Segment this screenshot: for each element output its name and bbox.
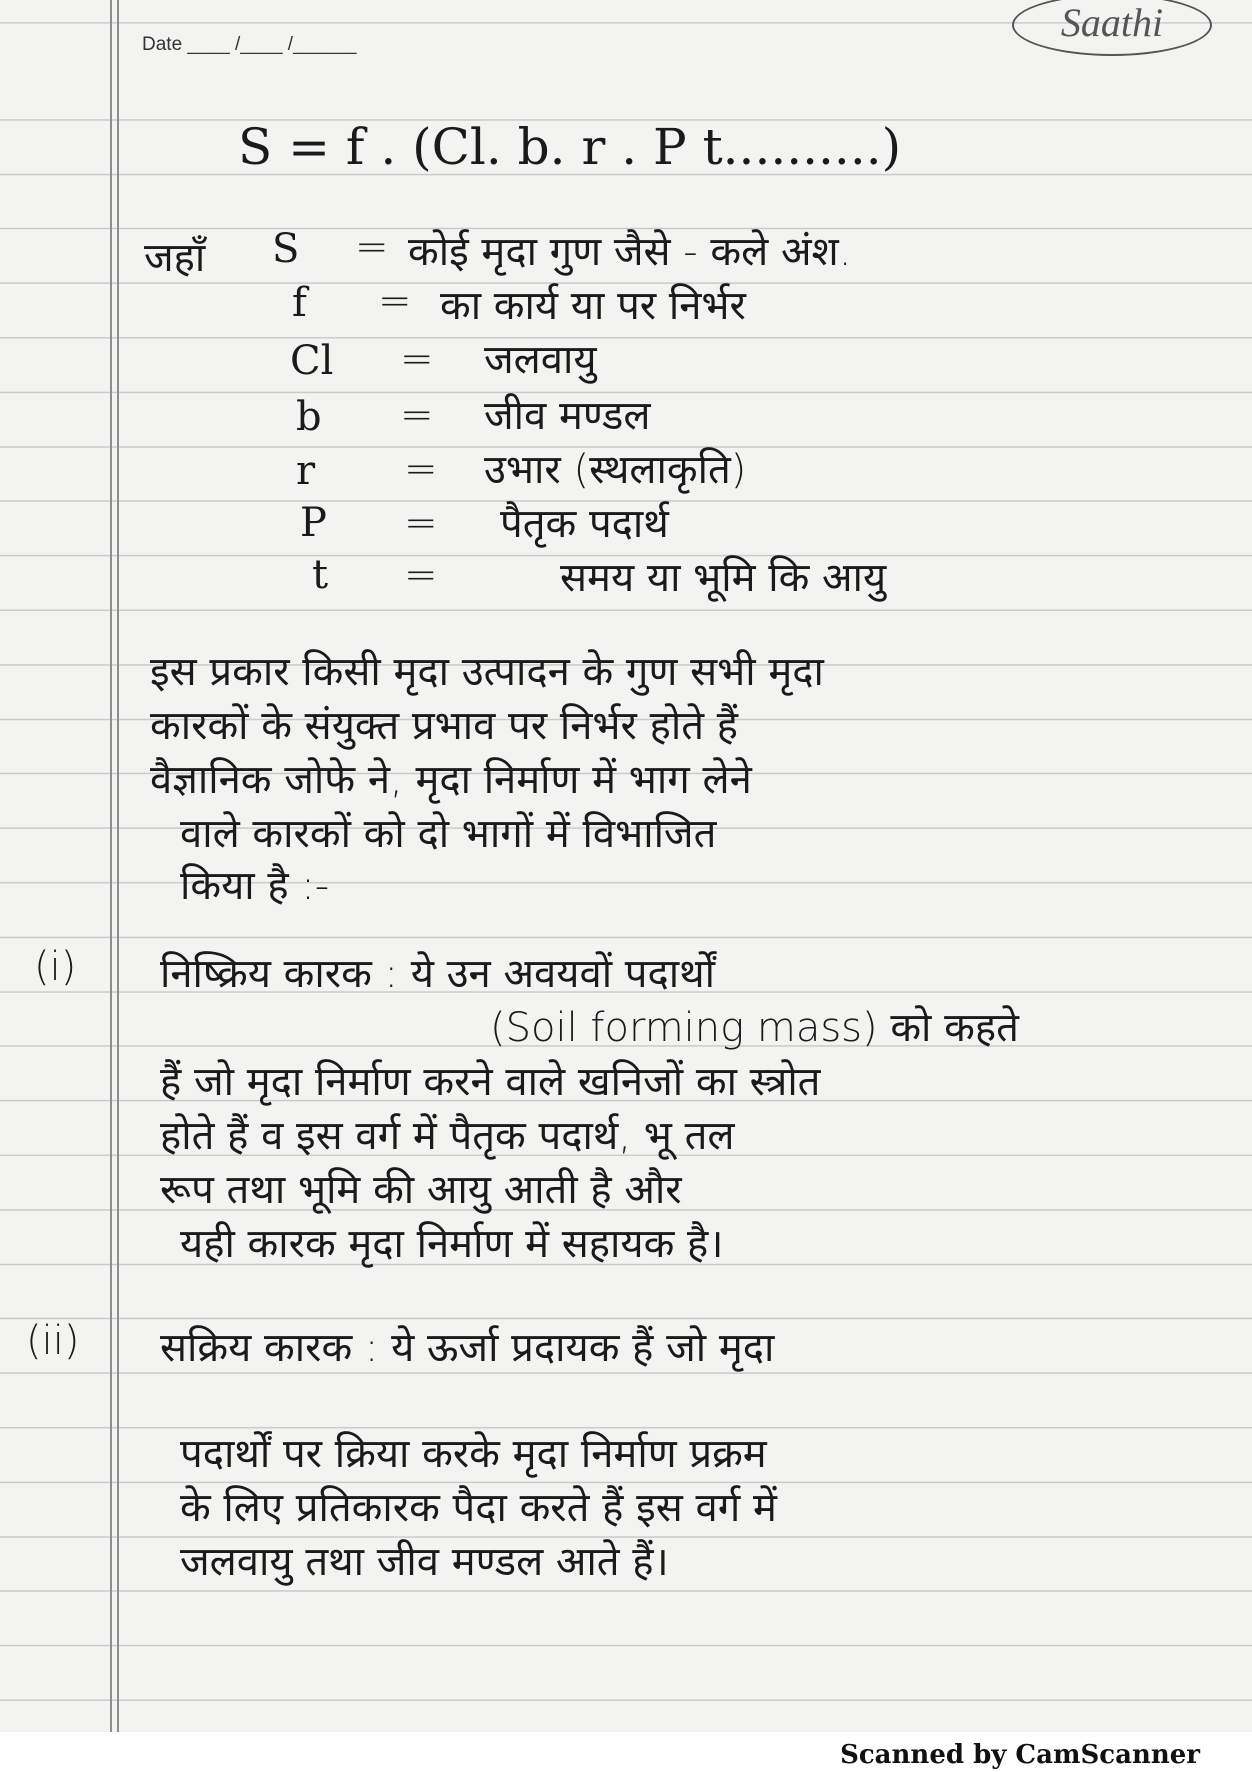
section-line: निष्क्रिय कारक : ये उन अवयवों पदार्थों	[160, 951, 716, 997]
section-line: हैं जो मृदा निर्माण करने वाले खनिजों का स्त्रोत	[160, 1059, 821, 1105]
definition-meaning: का कार्य या पर निर्भर	[440, 283, 746, 329]
definition-equals: =	[378, 278, 412, 324]
section-line: यही कारक मृदा निर्माण में सहायक है।	[180, 1221, 724, 1267]
definition-meaning: जीव मण्डल	[484, 393, 651, 439]
brand-logo: Saathi	[1012, 0, 1212, 56]
section-marker: (i)	[34, 944, 77, 990]
definition-meaning: समय या भूमि कि आयु	[560, 555, 887, 601]
margin-line-right	[117, 0, 119, 1732]
scanner-watermark: Scanned by CamScanner	[840, 1740, 1200, 1770]
definition-symbol: f	[292, 280, 307, 326]
definition-symbol: t	[312, 552, 329, 598]
paragraph-line: किया है :-	[180, 863, 330, 909]
definition-equals: =	[404, 500, 438, 546]
section-line: रूप तथा भूमि की आयु आती है और	[160, 1167, 682, 1213]
definition-symbol: P	[300, 500, 327, 546]
soil-formula: S = f . (Cl. b. r . P t..........)	[238, 118, 902, 176]
paragraph-line: कारकों के संयुक्त प्रभाव पर निर्भर होते हैं	[150, 703, 738, 749]
section-line: (Soil forming mass) को कहते	[490, 1005, 1019, 1051]
section-line: के लिए प्रतिकारक पैदा करते हैं इस वर्ग में	[180, 1485, 777, 1531]
scanner-footer	[0, 1732, 1252, 1772]
section-line: जलवायु तथा जीव मण्डल आते हैं।	[180, 1539, 669, 1585]
section-line: पदार्थों पर क्रिया करके मृदा निर्माण प्रक्रम	[180, 1431, 767, 1477]
definition-meaning: जलवायु	[484, 337, 597, 383]
definition-equals: =	[400, 336, 434, 382]
definition-symbol: r	[296, 448, 316, 494]
definition-meaning: पैतृक पदार्थ	[500, 501, 669, 547]
definition-meaning: उभार (स्थलाकृति)	[484, 447, 747, 493]
definition-meaning: कोई मृदा गुण जैसे - कले अंश.	[408, 229, 852, 275]
definition-symbol: S	[272, 226, 300, 272]
section-line: होते हैं व इस वर्ग में पैतृक पदार्थ, भू तल	[160, 1113, 735, 1159]
definition-symbol: b	[296, 394, 322, 440]
paragraph-line: इस प्रकार किसी मृदा उत्पादन के गुण सभी मृदा	[150, 649, 824, 695]
section-line: सक्रिय कारक : ये ऊर्जा प्रदायक हैं जो मृदा	[160, 1325, 775, 1371]
definition-equals: =	[404, 446, 438, 492]
definitions-intro: जहाँ	[144, 235, 206, 281]
paragraph-line: वैज्ञानिक जोफे ने, मृदा निर्माण में भाग लेने	[150, 757, 752, 803]
date-field: Date ____ /____ /______	[142, 34, 357, 55]
definition-equals: =	[400, 392, 434, 438]
definition-equals: =	[404, 552, 438, 598]
definition-symbol: Cl	[290, 338, 334, 384]
margin-line-left	[110, 0, 112, 1732]
definition-equals: =	[355, 224, 389, 270]
section-marker: (ii)	[26, 1318, 80, 1364]
paragraph-line: वाले कारकों को दो भागों में विभाजित	[180, 811, 717, 857]
